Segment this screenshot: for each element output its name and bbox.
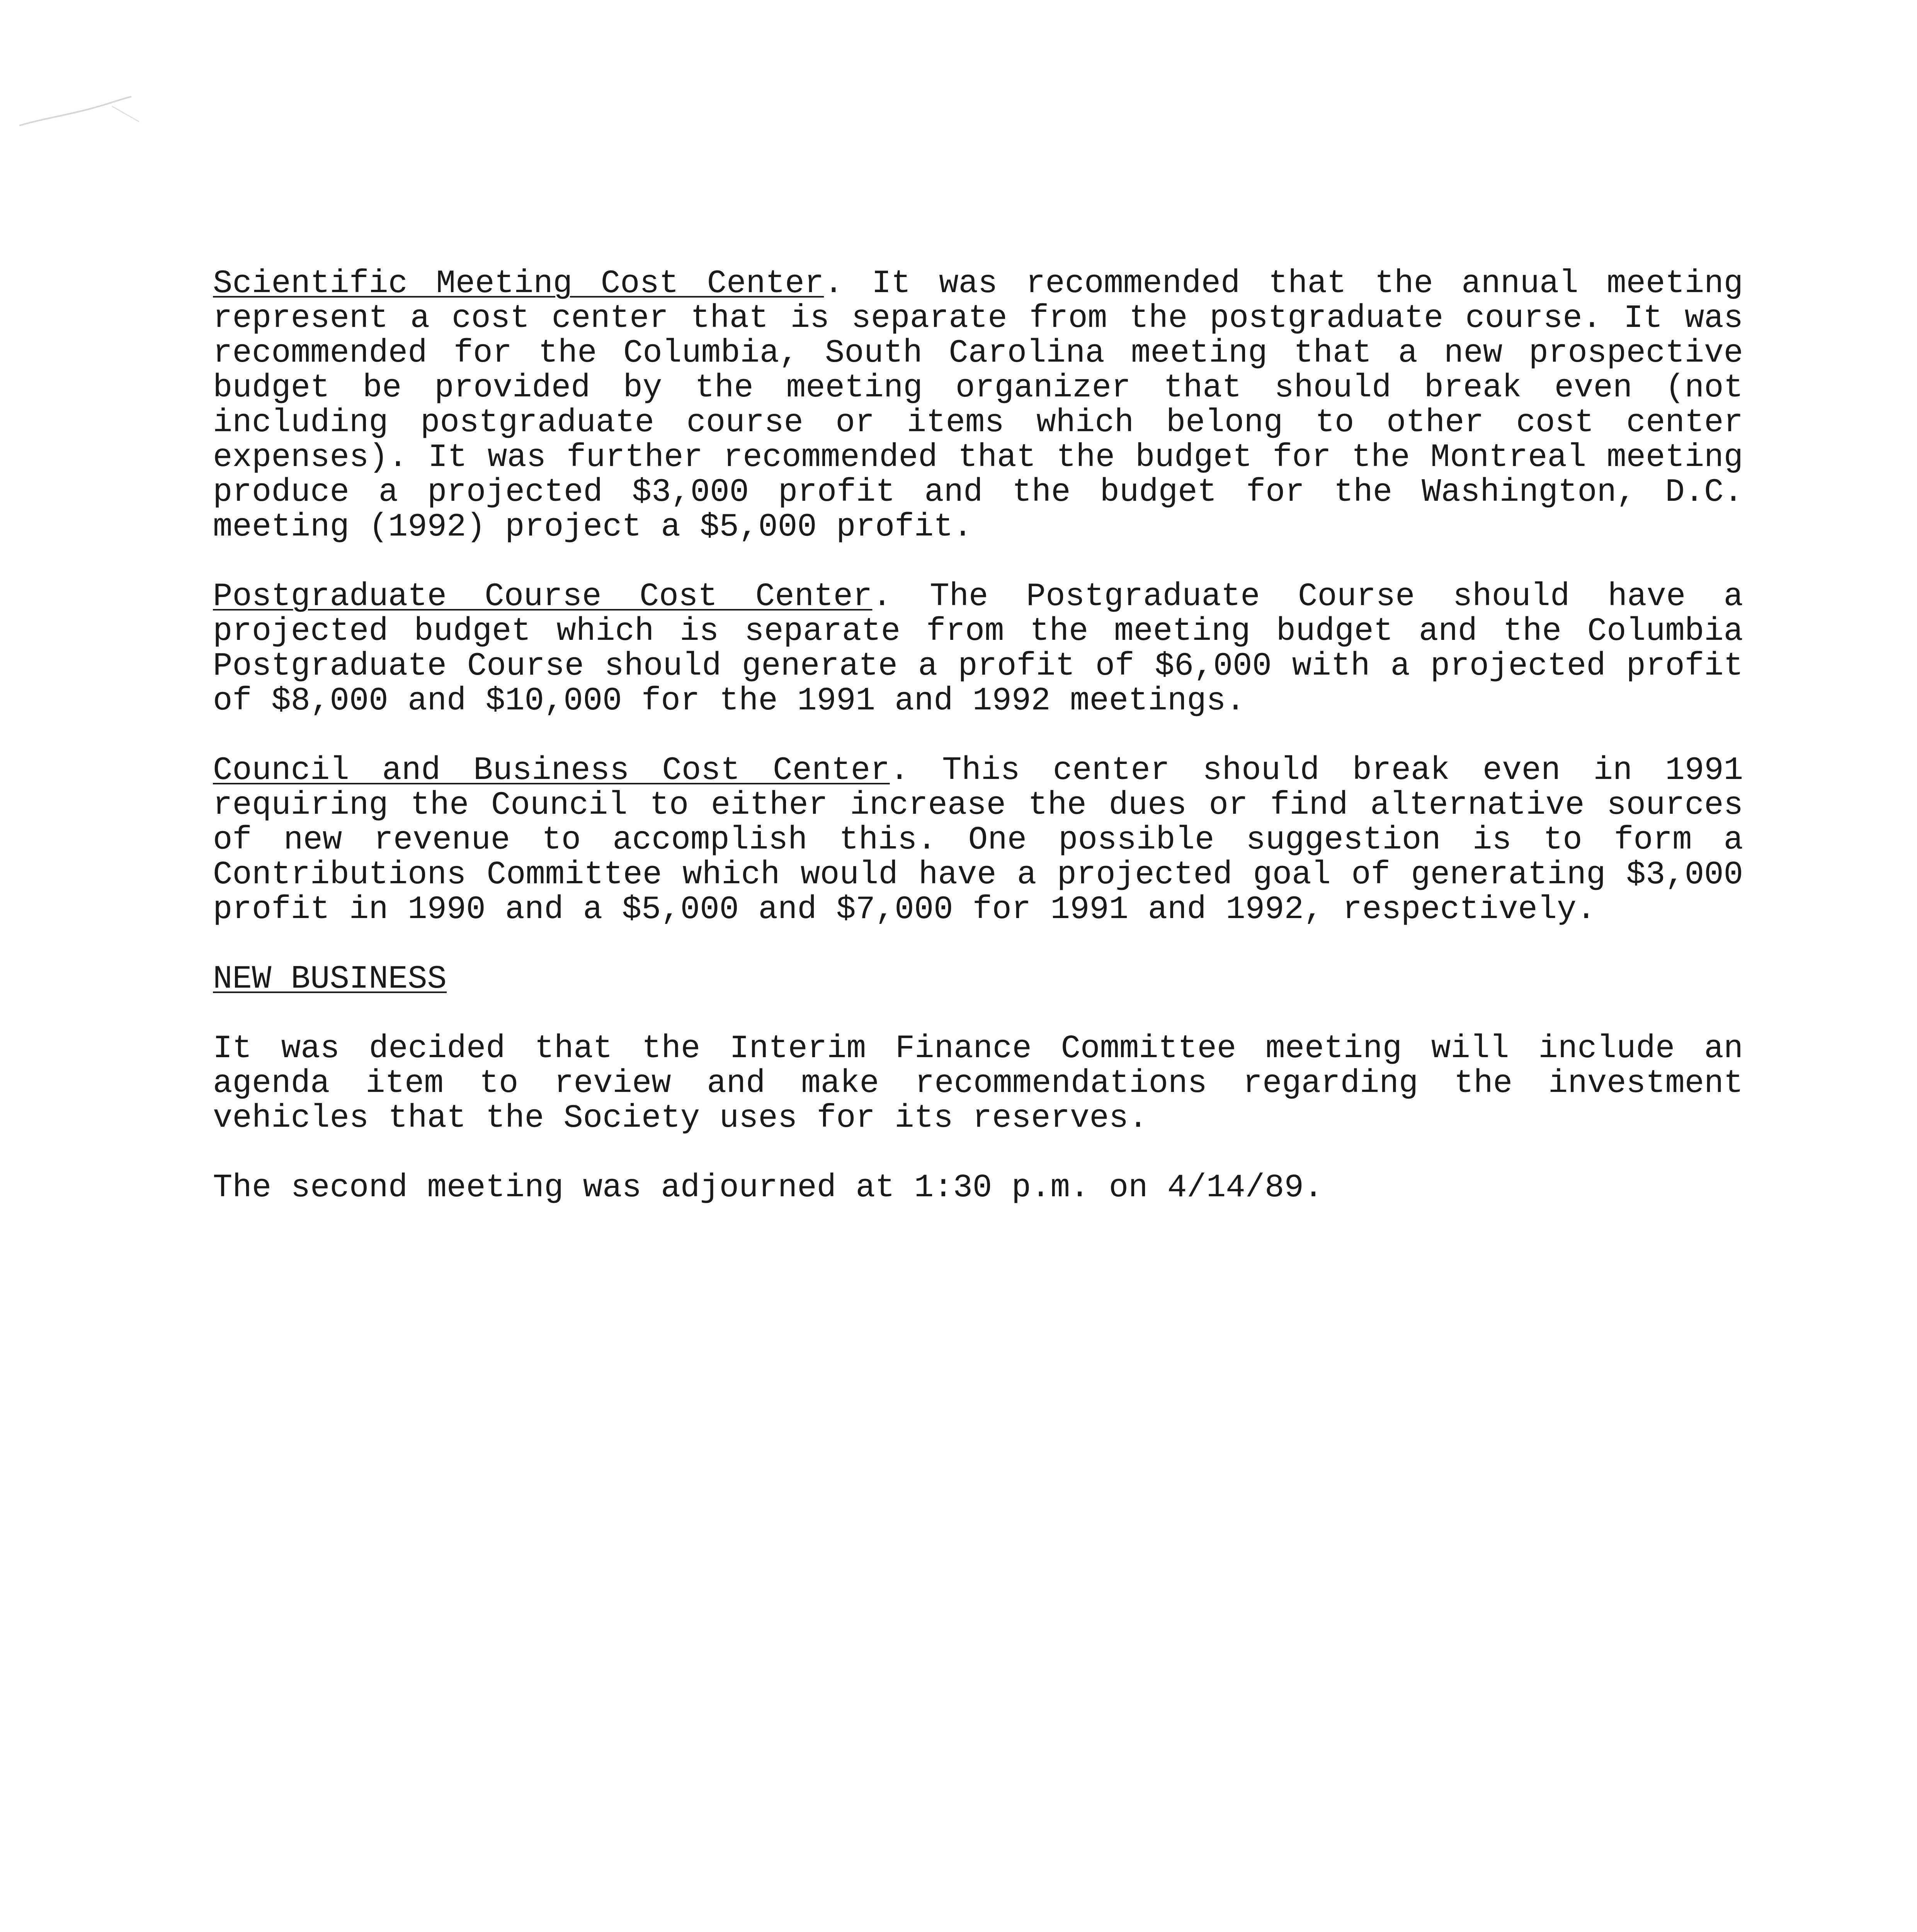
postgraduate-course-heading: Postgraduate Course Cost Center xyxy=(213,578,873,615)
scan-artifact-mark xyxy=(15,89,143,131)
scientific-meeting-text: . It was recommended that the annual meeting represent a cost center that is separate from the postgraduate course. It was recommended for the Columbia, South Carolina meeting that a new prospective budget be provided by the meeting organizer that should break even (not including postgraduate course or items which belong to other cost center expenses). It was further recommended that the budget for the Montreal meeting produce a projected $3,000 profit and the budget for the Washington, D.C. meeting (1992) project a $5,000 profit. xyxy=(213,265,1743,546)
new-business-paragraph: It was decided that the Interim Finance Committee meeting will include an agenda item to review and make recommendations regarding the investment vehicles that the Society uses for its reserves. xyxy=(213,1031,1743,1137)
scientific-meeting-paragraph xyxy=(213,267,1743,545)
new-business-heading: NEW BUSINESS xyxy=(213,961,447,998)
council-business-text: . This center should break even in 1991 requiring the Council to either increase the dues or find alternative sources of new revenue to accomplish this. One possible suggestion is to form a Contributions Committee which would have a projected goal of generating $3,000 profit in 1990 and a $5,000 and $7,000 for 1991 and 1992, respectively. xyxy=(213,752,1744,928)
document-body xyxy=(213,267,1743,1240)
council-business-heading: Council and Business Cost Center xyxy=(213,752,890,789)
council-business-paragraph xyxy=(213,753,1743,927)
adjournment-paragraph: The second meeting was adjourned at 1:30 p.m. on 4/14/89. xyxy=(213,1170,1323,1206)
postgraduate-course-text: . The Postgraduate Course should have a projected budget which is separate from the meeting budget and the Columbia Postgraduate Course should generate a profit of $6,000 with a projected profit of $8,000 and $10,000 for the 1991 and 1992 meetings. xyxy=(213,578,1744,719)
scientific-meeting-heading: Scientific Meeting Cost Center xyxy=(213,265,824,302)
postgraduate-course-paragraph xyxy=(213,580,1743,719)
